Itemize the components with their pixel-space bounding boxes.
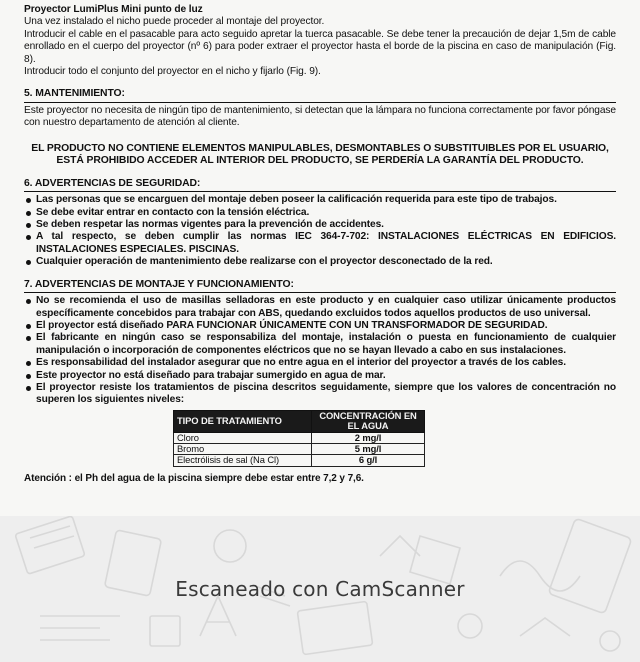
table-cell-treatment: Cloro — [174, 432, 312, 443]
warranty-notice-line-2: ESTÁ PROHIBIDO ACCEDER AL INTERIOR DEL PRODUCTO, SE PERDERÍA LA GARANTÍA DEL PRODUCTO. — [56, 155, 584, 167]
warranty-notice — [24, 143, 616, 168]
list-item: Cualquier operación de mantenimiento debe realizarse con el proyector desconectado de la red. — [24, 256, 616, 268]
table-row — [174, 455, 425, 466]
list-item: El proyector está diseñado PARA FUNCIONAR ÚNICAMENTE CON UN TRANSFORMADOR DE SEGURIDAD. — [24, 320, 616, 332]
list-item: A tal respecto, se deben cumplir las normas IEC 364-7-702: INSTALACIONES ELÉCTRICAS EN EDIFICIOS. INSTALACIONES ESPECIALES. PISCINAS. — [24, 231, 616, 256]
warranty-notice-line-1: EL PRODUCTO NO CONTIENE ELEMENTOS MANIPULABLES, DESMONTABLES O SUBSTITUIBLES POR EL USUARIO, — [31, 142, 609, 154]
list-item: Las personas que se encarguen del montaje deben poseer la calificación requerida para este tipo de trabajos. — [24, 194, 616, 206]
list-item: Este proyector no está diseñado para trabajar sumergido en agua de mar. — [24, 370, 616, 382]
intro-paragraph-1: Una vez instalado el nicho puede proceder al montaje del proyector. — [24, 16, 325, 28]
table-cell-treatment: Electrólisis de sal (Na Cl) — [174, 455, 312, 466]
camscanner-watermark-text: Escaneado con CamScanner — [175, 577, 465, 601]
list-item: El proyector resiste los tratamientos de piscina descritos seguidamente, siempre que los valores de concentración no superen los siguientes niveles: — [24, 382, 616, 407]
section-5-text: Este proyector no necesita de ningún tipo de mantenimiento, si detectan que la lámpara no funciona correctamente por favor póngase con nuestro departamento de atención al cliente. — [24, 104, 616, 129]
list-item: No se recomienda el uso de masillas selladoras en este producto y en cualquier caso utilizar únicamente productos específicamente concebidos para trabajar con ABS, quedando excluidos todos aquellos productos de uso universal. — [24, 295, 616, 320]
list-item: Se debe evitar entrar en contacto con la tensión eléctrica. — [24, 207, 616, 219]
list-item: El fabricante en ningún caso se responsabiliza del montaje, instalación o puesta en funcionamiento de cualquier manipulación o incorporación de componentes eléctricos que no se hayan llevado a cabo en sus instalaciones. — [24, 332, 616, 357]
ph-footnote: Atención : el Ph del agua de la piscina siempre debe estar entre 7,2 y 7,6. — [24, 472, 364, 484]
section-6-heading: 6. ADVERTENCIAS DE SEGURIDAD: — [24, 178, 616, 192]
table-row — [174, 432, 425, 443]
list-item: Es responsabilidad del instalador asegurar que no entre agua en el interior del proyector a través de los cables. — [24, 357, 616, 369]
table-header-row — [174, 410, 425, 432]
table-cell-concentration: 5 mg/l — [312, 443, 425, 454]
list-item: Se deben respetar las normas vigentes para la prevención de accidentes. — [24, 219, 616, 231]
table-row — [174, 443, 425, 454]
product-title: Proyector LumiPlus Mini punto de luz — [24, 4, 203, 15]
assembly-warnings-list — [24, 295, 616, 407]
safety-warnings-list — [24, 194, 616, 268]
intro-paragraph-2: Introducir el cable en el pasacable para acto seguido apretar la tuerca pasacable. Se debe tener la precaución de dejar 1,5m de cable enrollado en el cuerpo del proyector (nº 6) para poder extraer el proyector hasta el borde de la piscina en caso de manipulación (Fig. 8). — [24, 28, 616, 65]
table-header-concentration: CONCENTRACIÓN EN EL AGUA — [312, 410, 425, 432]
table-header-treatment: TIPO DE TRATAMIENTO — [174, 410, 312, 432]
table-cell-treatment: Bromo — [174, 443, 312, 454]
intro-paragraph-3: Introducir todo el conjunto del proyector en el nicho y fijarlo (Fig. 9). — [24, 66, 321, 78]
section-5-heading: 5. MANTENIMIENTO: — [24, 88, 616, 102]
table-cell-concentration: 6 g/l — [312, 455, 425, 466]
section-7-heading: 7. ADVERTENCIAS DE MONTAJE Y FUNCIONAMIENTO: — [24, 279, 616, 293]
treatment-concentration-table — [173, 410, 425, 467]
table-cell-concentration: 2 mg/l — [312, 432, 425, 443]
